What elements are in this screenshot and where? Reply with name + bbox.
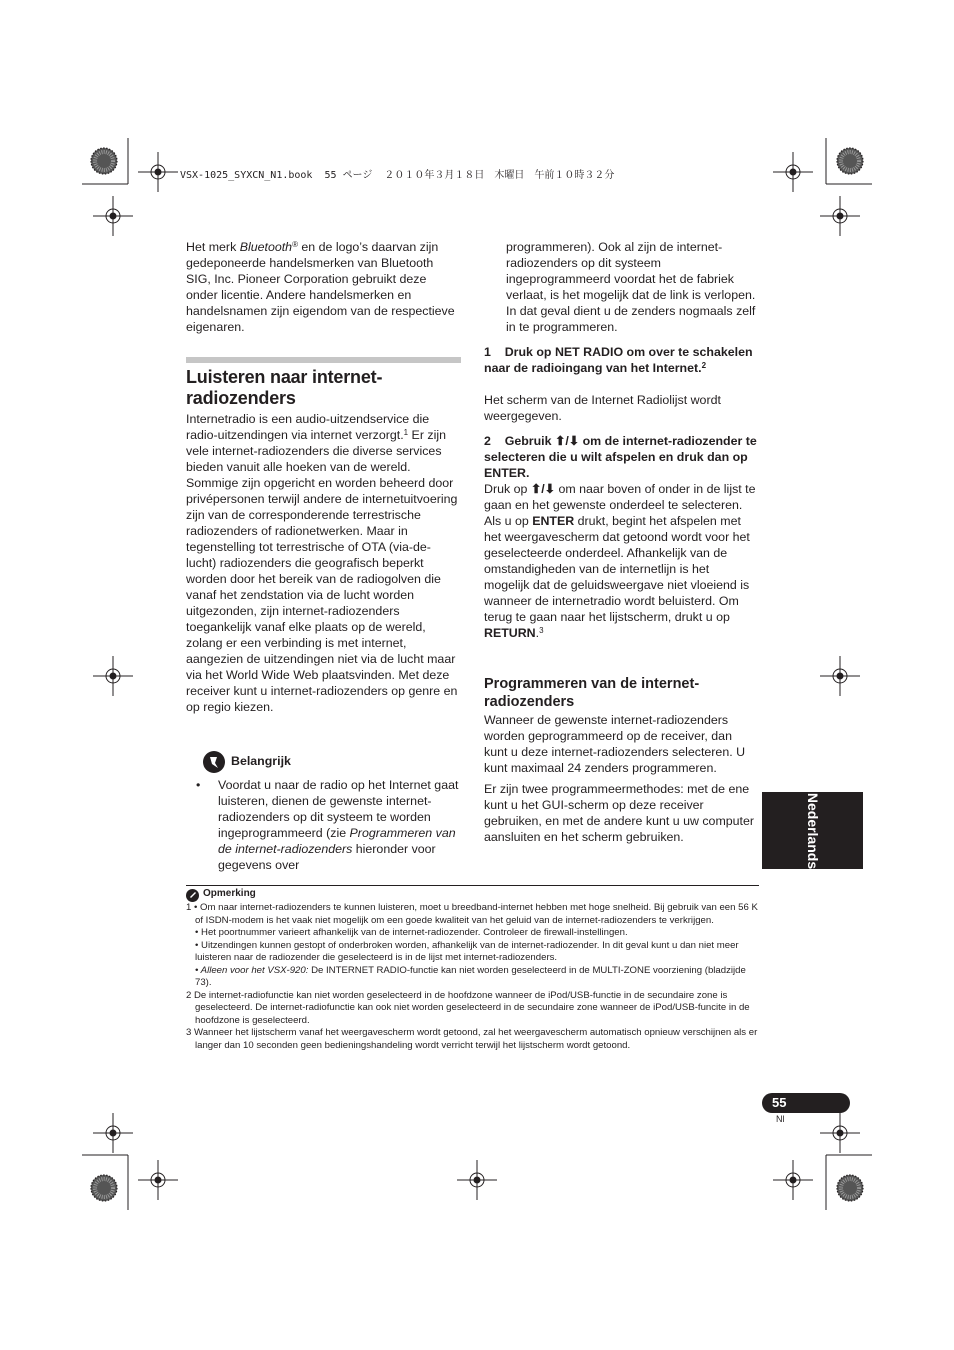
important-icon	[203, 751, 225, 773]
side-tab-label: Nederlands	[804, 792, 821, 869]
subsection-paragraph-2: Er zijn twee programmeermethodes: met de ene kunt u het GUI-scherm op deze receiver gebruiken, en met de andere kunt u uw computer aansluiten en het scherm gebruiken.	[484, 782, 755, 844]
step-2-text	[484, 481, 758, 641]
crosshair-icon	[457, 1160, 497, 1200]
note-1b: • Het poortnummer varieert afhankelijk van de internet-radiozender. Controleer de firewall-instellingen.	[195, 927, 628, 938]
step-text-cont: om naar boven of onder in de lijst te gaan en het gewenste onderdeel te selecteren. Als u op	[484, 482, 756, 528]
step-text: Druk op	[484, 482, 531, 496]
enter-key-text: ENTER	[532, 514, 575, 528]
footnote-ref: 1	[403, 428, 409, 437]
intro-text-cont: Er zijn vele internet-radiozenders die diverse services bieden vanuit alle hoeken van de wereld. Sommige zijn opgericht en worden beheerd door privépersonen terwijl andere de internetuitvoering zijn van de corresponderende terrestrische radiozenders of radionetwerken. Maar in tegenstelling tot terrestrische of OTA (via-de-lucht) radiozenders die geografisch beperkt worden door het bereik van de radiogolven die vanaf het zendstation via de lucht worden uitgezonden, zijn internet-radiozenders toegankelijk vanaf elke plaats op de wereld, zolang er een verbinding is met internet, aangezien de uitzendingen niet via de lucht maar via het World Wide Web plaatsvinden. Met deze receiver kunt u internet-radiozenders op genre en op regio kiezen.	[186, 428, 458, 714]
bullet-text-cont: hieronder voor gegevens over	[218, 842, 436, 872]
notes-list	[186, 902, 759, 1052]
note-icon	[186, 889, 199, 902]
trademark-paragraph	[186, 239, 460, 335]
subsection-title: Programmeren van de internet-radiozenders	[484, 676, 700, 710]
print-header: VSX-1025_SYXCN_N1.book 55 ページ ２０１０年３月１８日 木曜日 午前１０時３２分	[180, 170, 615, 181]
note-1c: • Uitzendingen kunnen gestopt of onderbroken worden, afhankelijk van de internet-radiozender. In dit geval kunt u dan niet meer luisteren naar de radiozender die geselecteerd is in de lijst met internet-radiozenders.	[195, 939, 739, 963]
step-number: 2	[484, 434, 491, 448]
step-title-text: Gebruik	[504, 434, 555, 448]
note-3: 3 Wanneer het lijstscherm vanaf het weergavescherm wordt getoond, zal het weergavescherm automatisch opnieuw verschijnen als er langer dan 10 seconden geen bedieningshandeling wordt verricht terwijl het lijstscherm wordt getoond.	[186, 1027, 758, 1051]
step-1-title	[484, 344, 758, 376]
footnote-ref: 2	[701, 361, 707, 370]
section-title: Luisteren naar internet-radiozenders	[186, 367, 383, 408]
bullet-text: Voordat u naar de radio op het Internet gaat luisteren, dienen de gewenste internet-radiozenders op dit systeem te worden ingeprogrammeerd (zie	[218, 778, 459, 840]
intro-text: Internetradio is een audio-uitzendservice die radio-uitzendingen via internet verzorgt.	[186, 412, 430, 442]
trademark-text: Het merk	[186, 240, 240, 254]
crosshair-icon	[820, 196, 860, 236]
important-title: Belangrijk	[231, 754, 291, 768]
return-key-text: RETURN	[484, 626, 536, 640]
up-down-arrow-icon: ⬆/⬇	[530, 482, 556, 496]
step-title-text-cont: om de internet-radiozender te selecteren die u wilt afspelen en druk dan op ENTER.	[484, 434, 757, 480]
trademark-text-cont: en de logo’s daarvan zijn gedeponeerde handelsmerken van Bluetooth SIG, Inc. Pioneer Corporation gebruikt deze onder licentie. Andere handelsmerken en handelsnamen zijn eigendom van de respectieve eigenaren.	[186, 240, 455, 334]
crosshair-icon	[773, 152, 813, 192]
up-down-arrow-icon: ⬆/⬇	[554, 434, 580, 448]
step-text-cont: drukt, begint het afspelen met het weergavescherm dat getoond wordt voor het geselecteerde onderdeel. Afhankelijk van de omstandigheden van de internetlijn is het mogelijk dat de geluidsweergave niet vloeiend is wanneer de internetradio wordt beluisterd. Om terug te gaan naar het lijstscherm, drukt u op	[484, 514, 750, 624]
bluetooth-text: Bluetooth	[239, 240, 293, 254]
important-bullet	[186, 777, 460, 873]
language-side-tab	[762, 792, 863, 869]
crosshair-icon	[93, 1113, 133, 1153]
step-number: 1	[484, 345, 491, 359]
page-number: 55	[762, 1093, 850, 1113]
crosshair-icon	[93, 196, 133, 236]
step-text-end: .	[535, 626, 540, 640]
crosshair-icon	[138, 152, 178, 192]
step-title-text: Druk op NET RADIO om over te schakelen naar de radioingang van het Internet.	[484, 345, 753, 375]
note-1d-label: • Alleen voor het VSX-920:	[195, 964, 309, 976]
note-1a: 1 • Om naar internet-radiozenders te kunnen luisteren, moet u breedband-internet hebben met hoge snelheid. Bij gebruik van een 56 K of ISDN-modem is het vaak niet mogelijk om een goede kwaliteit van het geluid van de internet-radiozenders te verkrijgen.	[186, 902, 758, 926]
footnote-ref: 3	[539, 626, 544, 635]
crosshair-icon	[820, 1113, 860, 1153]
language-code: Nl	[776, 1114, 785, 1124]
registered-mark: ®	[292, 240, 298, 249]
intro-paragraph	[186, 411, 460, 715]
star-target-icon	[91, 148, 117, 174]
star-target-icon	[837, 148, 863, 174]
bullet-marker: •	[196, 778, 201, 792]
notes-divider	[186, 885, 759, 886]
star-target-icon	[91, 1175, 117, 1201]
step-1-text: Het scherm van de Internet Radiolijst wordt weergegeven.	[484, 393, 721, 423]
continued-paragraph: programmeren). Ook al zijn de internet-radiozenders op dit systeem ingeprogrammeerd voordat het de fabriek verlaat, is het mogelijk dat de link is verlopen. In dat geval dient u de zenders nogmaals zelf in te programmeren.	[506, 240, 756, 334]
crosshair-icon	[820, 656, 860, 696]
star-target-icon	[837, 1175, 863, 1201]
subsection-paragraph-1: Wanneer de gewenste internet-radiozenders worden geprogrammeerd op de receiver, dan kunt u deze internet-radiozenders selecteren. U kunt maximaal 24 zenders programmeren.	[484, 713, 746, 775]
crosshair-icon	[138, 1160, 178, 1200]
crosshair-icon	[93, 656, 133, 696]
note-1d: De INTERNET RADIO-functie kan niet worden geselecteerd in de MULTI-ZONE voorziening (bladzijde 73).	[195, 964, 746, 988]
step-2-title	[484, 433, 758, 481]
section-rule	[186, 357, 461, 363]
bullet-link-text: Programmeren van de internet-radiozenders	[218, 826, 456, 856]
crosshair-icon	[773, 1160, 813, 1200]
note-2: 2 De internet-radiofunctie kan niet worden geselecteerd in de hoofdzone wanneer de iPod/USB-functie in de secundaire zone is geselecteerd. De internet-radiofunctie kan ook niet worden geselecteerd in de secundaire zone wanneer de iPod/USB-funcite in de hoofdzone is geselecteerd.	[186, 989, 750, 1026]
notes-title: Opmerking	[203, 888, 256, 899]
